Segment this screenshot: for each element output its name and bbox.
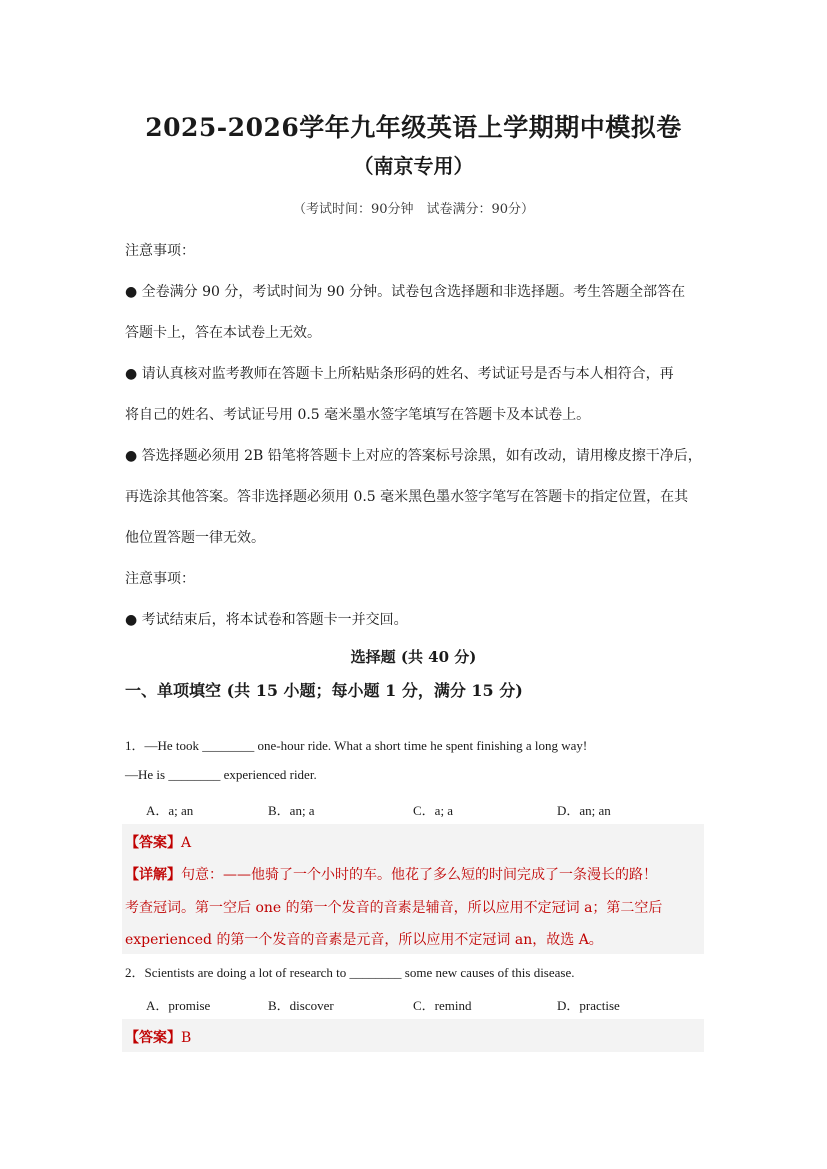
- detail-label: 【详解】: [125, 867, 181, 883]
- note-line: 将自己的姓名、考试证号用 0.5 毫米墨水签字笔填写在答题卡及本试卷上。: [125, 407, 591, 423]
- note-line: 答题卡上，答在本试卷上无效。: [125, 325, 321, 341]
- note-line: ● 答选择题必须用 2B 铅笔将答题卡上对应的答案标号涂黑，如有改动，请用橡皮擦干净后，: [125, 448, 702, 464]
- note-line: ● 请认真核对监考教师在答题卡上所粘贴条形码的姓名、考试证号是否与本人相符合，再: [125, 366, 674, 382]
- answer-value: B: [181, 1030, 192, 1046]
- option-a: A．promise: [146, 998, 211, 1013]
- option-d: D．an; an: [557, 803, 611, 818]
- page-subtitle: （南京专用）: [353, 154, 474, 178]
- answer-box: [122, 1019, 704, 1052]
- option-a: A．a; an: [146, 803, 194, 818]
- detail-text: 考查冠词。第一空后 one 的第一个发音的音素是辅音，所以应用不定冠词 a；第二空后: [125, 900, 663, 916]
- option-d: D．practise: [557, 998, 620, 1013]
- detail-text: 句意：——他骑了一个小时的车。他花了多么短的时间完成了一条漫长的路！: [181, 867, 657, 883]
- note-line: ● 全卷满分 90 分，考试时间为 90 分钟。试卷包含选择题和非选择题。考生答题全部答在: [125, 284, 686, 300]
- option-b: B．discover: [268, 998, 334, 1013]
- notes-heading: 注意事项：: [125, 571, 195, 587]
- option-b: B．an; a: [268, 803, 315, 818]
- answer-value: A: [181, 835, 192, 851]
- answer-line: [125, 1027, 191, 1047]
- page-title: 2025-2026学年九年级英语上学期期中模拟卷: [145, 113, 682, 142]
- note-line: ● 考试结束后，将本试卷和答题卡一并交回。: [125, 612, 408, 628]
- answer-label: 【答案】: [125, 1030, 181, 1046]
- question-text: 2．Scientists are doing a lot of research to ________ some new causes of this disease.: [125, 965, 575, 980]
- detail-text: experienced 的第一个发音的音素是元音，所以应用不定冠词 an，故选 A。: [125, 932, 603, 948]
- answer-line: [125, 832, 191, 852]
- note-line: 他位置答题一律无效。: [125, 530, 265, 546]
- question-text: 1．—He took ________ one-hour ride. What a short time he spent finishing a long way!: [125, 738, 588, 753]
- note-line: 再选涂其他答案。答非选择题必须用 0.5 毫米黑色墨水签字笔写在答题卡的指定位置，在其: [125, 489, 689, 505]
- option-c: C．a; a: [413, 803, 454, 818]
- notes-heading: 注意事项：: [125, 243, 195, 259]
- part-title: 一、单项填空 (共 15 小题；每小题 1 分，满分 15 分): [125, 681, 523, 700]
- answer-label: 【答案】: [125, 835, 181, 851]
- option-c: C．remind: [413, 998, 472, 1013]
- question-text: —He is ________ experienced rider.: [125, 767, 317, 782]
- exam-info: （考试时间：90分钟 试卷满分：90分）: [292, 202, 535, 217]
- detail-line: [125, 864, 657, 884]
- section-title: 选择题 (共 40 分): [350, 648, 477, 666]
